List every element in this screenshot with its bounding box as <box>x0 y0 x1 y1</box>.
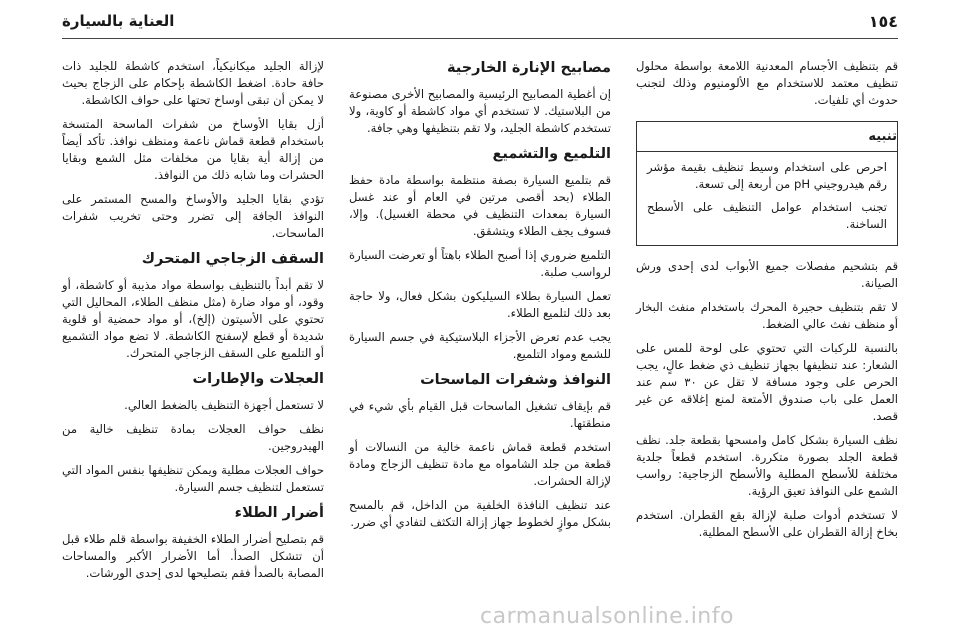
paragraph: لإزالة الجليد ميكانيكياً، استخدم كاشطة للجليد ذات حافة حادة. اضغط الكاشطة بإحكام على الزجاج بحيث لا يمكن أن تبقى أوساخ تحتها على حواف الكاشطة. <box>62 59 324 107</box>
column-right <box>636 58 898 548</box>
page-header <box>62 8 898 34</box>
notice-box <box>636 121 898 246</box>
paragraph: أزل بقايا الأوساخ من شفرات الماسحة المتسخة باستخدام قطعة قماش ناعمة ومنظف نوافذ. تأكد أيضاً من إزالة أية بقايا من مخلفات مثل الشمع وبقايا الحشرات وما شابه ذلك من النوافذ. <box>62 117 324 182</box>
paragraph: عند تنظيف النافذة الخلفية من الداخل، قم بالمسح بشكل موازٍ لخطوط جهاز إزالة التكثف لتفادي أي ضرر. <box>349 498 611 529</box>
page-number: ١٥٤ <box>868 11 898 31</box>
paragraph: قم بإيقاف تشغيل الماسحات قبل القيام بأي شيء في منطقتها. <box>349 399 611 430</box>
paragraph: لا تقم بتنظيف حجيرة المحرك باستخدام منفث البخار أو منظف نفث عالي الضغط. <box>636 300 898 331</box>
section-heading: السقف الزجاجي المتحرك <box>141 251 324 267</box>
notice-text: احرص على استخدام وسيط تنظيف بقيمة مؤشر رقم هيدروجيني pH من أربعة إلى تسعة. <box>647 160 887 191</box>
paragraph: نظف حواف العجلات بمادة تنظيف خالية من الهيدروجين. <box>62 422 324 453</box>
section-heading: التلميع والتشميع <box>492 146 611 162</box>
notice-body <box>637 152 897 245</box>
paragraph: بالنسبة للركبات التي تحتوي على لوحة للمس على الشعار: عند تنظيفها بجهاز تنظيف ذي ضغط عالٍ، يجب الحرص على وجود مسافة لا تقل عن ٣٠ سم عند العمل على باب صندوق الأمتعة لمنع إغلاقه عن غير قصد. <box>636 341 898 423</box>
notice-title: تنبيه <box>637 122 897 152</box>
paragraph: يجب عدم تعرض الأجزاء البلاستيكية في جسم السيارة للشمع ومواد التلميع. <box>349 330 611 361</box>
paragraph: قم بتشحيم مفصلات جميع الأبواب لدى إحدى ورش الصيانة. <box>636 259 898 290</box>
paragraph: لا تقم أبداً بالتنظيف بواسطة مواد مذيبة أو كاشطة، أو وقود، أو مواد ضارة (مثل منظف الطلاء، المحاليل التي تحتوي على الأسيتون (إلخ)، أو مواد حمضية أو قلوية شديدة أو قطع لإسفنج الكاشطة. لا تضع مواد التشميع أو التلميع على السقف الزجاجي المتحرك. <box>62 278 324 360</box>
notice-text: تجنب استخدام عوامل التنظيف على الأسطح الساخنة. <box>647 200 887 231</box>
page-title: العناية بالسيارة <box>62 12 175 30</box>
section-heading: أضرار الطلاء <box>234 505 324 521</box>
paragraph: قم بتلميع السيارة بصفة منتظمة بواسطة مادة حفظ الطلاء (بحد أقصى مرتين في العام أو عند غسل السيارة بمعدات التنظيف في محطة الغسيل). وإلا، فسوف يجف الطلاء ويتشقق. <box>349 173 611 238</box>
paragraph: لا تستعمل أجهزة التنظيف بالضغط العالي. <box>124 398 324 412</box>
paragraph: استخدم قطعة قماش ناعمة خالية من النسالات أو قطعة من جلد الشامواه مع مادة تنظيف الزجاج ومادة لإزالة الحشرات. <box>349 440 611 488</box>
paragraph: حواف العجلات مطلية ويمكن تنظيفها بنفس المواد التي تستعمل لتنظيف جسم السيارة. <box>62 463 324 494</box>
paragraph: إن أغطية المصابيح الرئيسية والمصابيح الأخرى مصنوعة من البلاستيك. لا تستخدم أي مواد كاشطة أو كاوية، ولا تستخدم كاشطة الجليد، ولا تقم بتنظيفها وهي جافة. <box>349 87 611 135</box>
paragraph: التلميع ضروري إذا أصبح الطلاء باهتاً أو تعرضت السيارة لرواسب صلبة. <box>349 248 611 279</box>
paragraph: تعمل السيارة بطلاء السيليكون بشكل فعال، ولا حاجة بعد ذلك لتلميع الطلاء. <box>349 289 611 320</box>
section-heading: مصابيح الإنارة الخارجية <box>446 60 611 76</box>
paragraph: قم بتصليح أضرار الطلاء الخفيفة بواسطة قلم طلاء قبل أن تتشكل الصدأ. أما الأضرار الأكبر والمساحات المصابة بالصدأ فقم بتصليحها لدى إحدى الورشات. <box>62 532 324 580</box>
column-middle <box>349 58 611 538</box>
column-left <box>62 58 324 589</box>
paragraph: لا تستخدم أدوات صلبة لإزالة بقع القطران. استخدم بخاخ إزالة القطران على الأسطح المطلية. <box>636 508 898 539</box>
paragraph: قم بتنظيف الأجسام المعدنية اللامعة بواسطة محلول تنظيف معتمد للاستخدام مع الألومنيوم وذلك لتجنب حدوث أي تلفيات. <box>636 59 898 107</box>
watermark-text: carmanualsonline.info <box>480 604 734 629</box>
paragraph: تؤدي بقايا الجليد والأوساخ والمسح المستمر على النوافذ الجافة إلى تضرر وحتى تخريب شفرات الماسحات. <box>62 192 324 240</box>
section-heading: النوافذ وشفرات الماسحات <box>420 372 611 388</box>
paragraph: نظف السيارة بشكل كامل وامسحها بقطعة جلد. نظف قطعة الجلد بصورة متكررة. استخدم قطعاً جلدية مختلفة للأسطح المطلية والأسطح الزجاجية: رواسب الشمع على النوافذ تعيق الرؤية. <box>636 433 898 498</box>
section-heading: العجلات والإطارات <box>192 371 324 387</box>
header-divider <box>62 38 898 39</box>
